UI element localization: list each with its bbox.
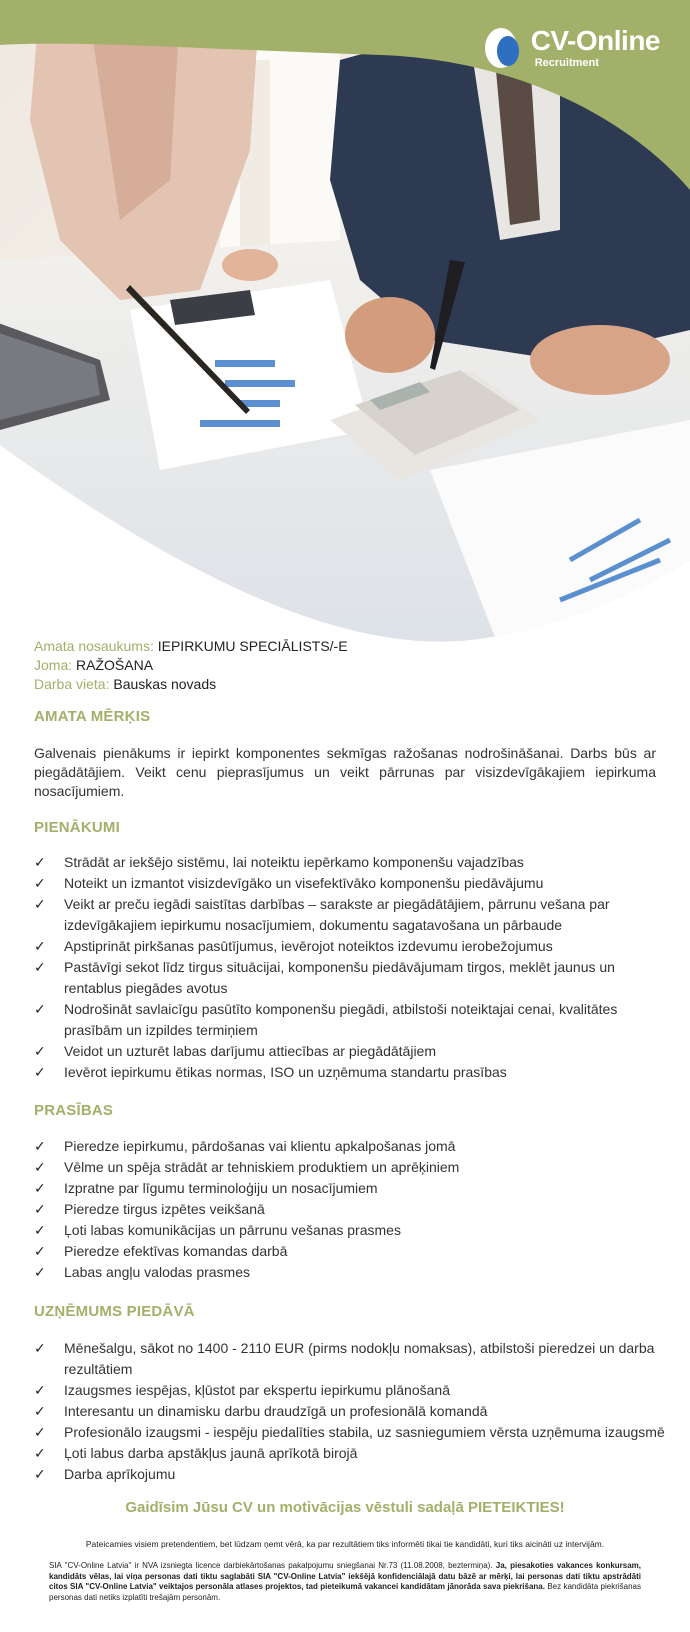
list-item	[34, 894, 656, 936]
check-icon: ✓	[34, 1138, 46, 1154]
legal-consent: Ja, piesakoties vakances konkursam, kandidāts vēlas, lai viņa personas dati tiktu saglabāti SIA "CV-Online Latvia" iekšējā konfidenciālajā datu bāzē ar mērķi, lai personas dati tiktu apstrādāti citos SIA "CV-Online Latvia" veiktajos personāla atlases projektos, tad pieteikumā vakancei kandidātam jānorāda sava piekrišana.	[49, 1561, 641, 1591]
check-icon: ✓	[34, 1466, 46, 1482]
list-item-text: Mēnešalgu, sākot no 1400 - 2110 EUR (pirms nodokļu nomaksas), atbilstoši pieredzei un darba rezultātiem	[64, 1340, 655, 1377]
list-item-text: Ievērot iepirkumu ētikas normas, ISO un uzņēmuma standartu prasības	[64, 1064, 507, 1080]
hero-banner	[0, 0, 690, 650]
job-field-value: RAŽOŠANA	[76, 657, 154, 673]
job-location-label: Darba vieta:	[34, 676, 110, 692]
requirements-list	[34, 1136, 656, 1283]
check-icon: ✓	[34, 896, 46, 912]
goal-heading: AMATA MĒRĶIS	[34, 708, 151, 725]
list-item	[34, 1262, 656, 1283]
list-item-text: Strādāt ar iekšējo sistēmu, lai noteiktu iepērkamo komponenšu vajadzības	[64, 854, 524, 870]
list-item-text: Izaugsmes iespējas, kļūstot par ekspertu iepirkumu plānošanā	[64, 1382, 450, 1398]
list-item-text: Pastāvīgi sekot līdz tirgus situācijai, komponenšu piedāvājumam tirgos, meklēt jaunus un rentablus piegādes avotus	[64, 959, 615, 996]
list-item-text: Profesionālo izaugsmi - iespēju piedalīties stabila, uz sasniegumiem vērsta uzņēmuma izaugsmē	[64, 1424, 665, 1440]
list-item-text: Ļoti labas komunikācijas un pārrunu vešanas prasmes	[64, 1222, 401, 1238]
list-item	[34, 852, 656, 873]
list-item	[34, 1220, 656, 1241]
offer-heading: UZŅĒMUMS PIEDĀVĀ	[34, 1303, 195, 1320]
check-icon: ✓	[34, 1064, 46, 1080]
check-icon: ✓	[34, 1382, 46, 1398]
check-icon: ✓	[34, 1264, 46, 1280]
job-meta	[34, 637, 348, 694]
job-title-label: Amata nosaukums:	[34, 638, 154, 654]
list-item	[34, 1422, 674, 1443]
list-item	[34, 1241, 656, 1262]
check-icon: ✓	[34, 875, 46, 891]
check-icon: ✓	[34, 1445, 46, 1461]
list-item-text: Pieredze iepirkumu, pārdošanas vai klientu apkalpošanas jomā	[64, 1138, 456, 1154]
list-item-text: Interesantu un dinamisku darbu draudzīgā un profesionālā komandā	[64, 1403, 488, 1419]
job-field-label: Joma:	[34, 657, 73, 673]
brand-name: CV-Online	[530, 25, 660, 56]
list-item	[34, 1136, 656, 1157]
check-icon: ✓	[34, 854, 46, 870]
duties-heading: PIENĀKUMI	[34, 819, 120, 836]
job-title-value: IEPIRKUMU SPECIĀLISTS/-E	[157, 638, 348, 654]
list-item	[34, 1380, 674, 1401]
check-icon: ✓	[34, 1201, 46, 1217]
check-icon: ✓	[34, 1424, 46, 1440]
list-item-text: Noteikt un izmantot visizdevīgāko un visefektīvāko komponenšu piedāvājumu	[64, 875, 544, 891]
logo-icon	[483, 26, 525, 70]
list-item-text: Ļoti labus darba apstākļus jaunā aprīkotā birojā	[64, 1445, 358, 1461]
list-item-text: Veikt ar preču iegādi saistītas darbības – sarakste ar piegādātājiem, pārrunu vešana par izdevīgākajiem iepirkumu nosacījumiem, dokumentu sagatavošana un pārbaude	[64, 896, 610, 933]
legal-intro: SIA "CV-Online Latvia" ir NVA izsniegta licence darbiekārtošanas pakalpojumu sniegšanai Nr.73 (11.08.2008, beztermiņa).	[49, 1561, 493, 1570]
list-item	[34, 957, 656, 999]
list-item	[34, 1338, 674, 1380]
offer-list	[34, 1338, 674, 1485]
list-item	[34, 936, 656, 957]
check-icon: ✓	[34, 959, 46, 975]
apply-call-to-action: Gaidīsim Jūsu CV un motivācijas vēstuli sadaļā PIETEIKTIES!	[125, 1499, 565, 1516]
check-icon: ✓	[34, 1043, 46, 1059]
check-icon: ✓	[34, 1340, 46, 1356]
list-item-text: Nodrošināt savlaicīgu pasūtīto komponenšu piegādi, atbilstoši noteiktajai cenai, kvalitātes prasībām un izpildes termiņiem	[64, 1001, 618, 1038]
legal-disclaimer	[49, 1561, 641, 1603]
goal-text: Galvenais pienākums ir iepirkt komponentes sekmīgas ražošanas nodrošināšanai. Darbs būs ar piegādātājiem. Veikt cenu pieprasījumus un veikt pārrunas par visizdevīgākajiem iepirkuma nosacījumiem.	[34, 745, 656, 799]
list-item-text: Apstiprināt pirkšanas pasūtījumus, ievērojot noteiktos izdevumu ierobežojumus	[64, 938, 553, 954]
brand-logo[interactable]	[483, 26, 660, 70]
requirements-heading: PRASĪBAS	[34, 1102, 114, 1119]
check-icon: ✓	[34, 1243, 46, 1259]
list-item-text: Darba aprīkojumu	[64, 1466, 176, 1482]
list-item	[34, 999, 656, 1041]
list-item	[34, 873, 656, 894]
legal-outro: Bez kandidāta piekrišanas personas dati netiks izplatīti trešajām personām.	[49, 1582, 641, 1602]
list-item	[34, 1401, 674, 1422]
list-item	[34, 1443, 674, 1464]
brand-subtitle: Recruitment	[534, 57, 599, 69]
check-icon: ✓	[34, 1180, 46, 1196]
hero-photo	[0, 0, 690, 650]
duties-list	[34, 852, 656, 1083]
list-item-text: Pieredze efektīvas komandas darbā	[64, 1243, 288, 1259]
job-title-line	[34, 637, 348, 656]
candidate-note: Pateicamies visiem pretendentiem, bet lūdzam ņemt vērā, ka par rezultātiem tiks informēti tikai tie kandidāti, kuri tiks aicināti uz intervijām.	[85, 1539, 605, 1549]
list-item	[34, 1041, 656, 1062]
check-icon: ✓	[34, 938, 46, 954]
list-item-text: Pieredze tirgus izpētes veikšanā	[64, 1201, 265, 1217]
list-item	[34, 1178, 656, 1199]
job-location-line	[34, 675, 348, 694]
check-icon: ✓	[34, 1222, 46, 1238]
job-field-line	[34, 656, 348, 675]
check-icon: ✓	[34, 1159, 46, 1175]
job-location-value: Bauskas novads	[113, 676, 217, 692]
list-item-text: Veidot un uzturēt labas darījumu attiecības ar piegādātājiem	[64, 1043, 437, 1059]
list-item	[34, 1199, 656, 1220]
list-item	[34, 1062, 656, 1083]
list-item-text: Izpratne par līgumu terminoloģiju un nosacījumiem	[64, 1180, 378, 1196]
list-item-text: Vēlme un spēja strādāt ar tehniskiem produktiem un aprēķiniem	[64, 1159, 460, 1175]
list-item	[34, 1464, 674, 1485]
check-icon: ✓	[34, 1403, 46, 1419]
list-item-text: Labas angļu valodas prasmes	[64, 1264, 251, 1280]
list-item	[34, 1157, 656, 1178]
check-icon: ✓	[34, 1001, 46, 1017]
